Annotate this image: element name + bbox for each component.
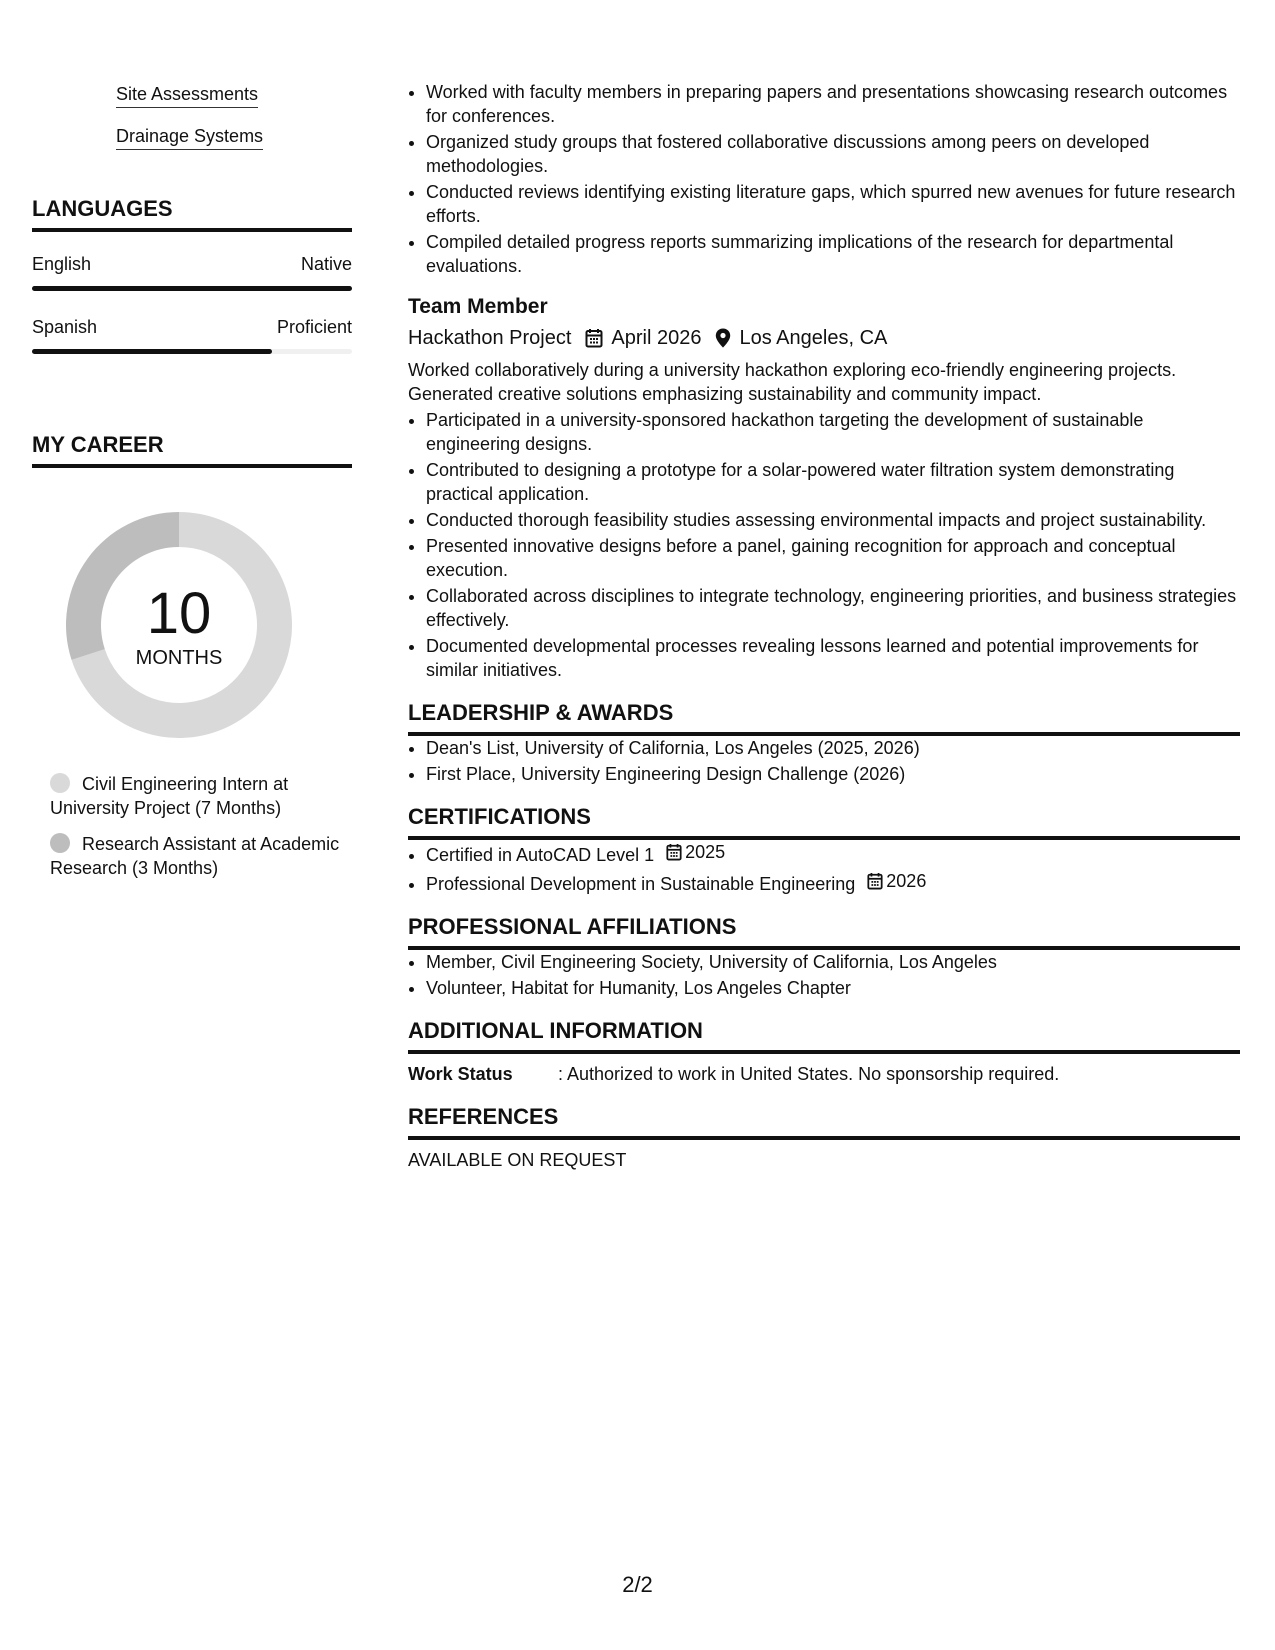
career-legend — [50, 772, 340, 880]
certification-year: 2026 — [886, 871, 927, 891]
page-number: 2/2 — [622, 1572, 653, 1597]
legend-item — [50, 832, 340, 880]
legend-dot — [50, 833, 70, 853]
certification-name: Professional Development in Sustainable Engineering — [426, 874, 856, 894]
legend-dot — [50, 773, 70, 793]
job-description: Worked collaboratively during a university hackathon exploring eco-friendly engineering projects. Generated creative solutions emphasizing sustainability and community impact. — [408, 360, 1177, 404]
languages-heading: LANGUAGES — [32, 194, 352, 232]
affiliations-heading: PROFESSIONAL AFFILIATIONS — [408, 912, 1240, 950]
career-total-value: 10 — [146, 581, 212, 646]
work-status-label: Work Status — [408, 1064, 513, 1084]
bullet-item: • Collaborated across disciplines to integrate technology, engineering priorities, and business strategies effectively. — [426, 584, 1240, 632]
work-status-row — [408, 1062, 1240, 1086]
language-english — [32, 252, 352, 291]
legend-label: Civil Engineering Intern at University Project (7 Months) — [50, 774, 289, 818]
sidebar — [32, 82, 352, 892]
skill-item — [116, 124, 352, 150]
research-bullets — [408, 80, 1240, 278]
career-donut-chart — [66, 512, 292, 738]
references-text: AVAILABLE ON REQUEST — [408, 1150, 627, 1170]
language-level: Proficient — [276, 317, 352, 337]
skill-label: Drainage Systems — [116, 124, 263, 150]
language-proficiency-bar — [32, 349, 352, 354]
bullet-item: • Documented developmental processes revealing lessons learned and potential improvements for similar initiatives. — [426, 634, 1240, 682]
calendar-icon — [585, 328, 603, 348]
calendar-icon — [666, 843, 682, 861]
bullet-item: • Participated in a university-sponsored hackathon targeting the development of sustainable engineering designs. — [426, 408, 1240, 456]
language-proficiency-fill — [32, 286, 352, 291]
certification-item — [426, 869, 1240, 896]
leadership-list — [408, 736, 1240, 786]
job-location: Los Angeles, CA — [739, 327, 888, 349]
award-item: • Dean's List, University of California, Los Angeles (2025, 2026) — [426, 736, 1240, 760]
main-column — [408, 80, 1240, 1172]
job-organization: Hackathon Project — [408, 327, 572, 349]
language-name: Spanish — [32, 317, 98, 337]
bullet-item: • Compiled detailed progress reports summarizing implications of the research for departmental evaluations. — [426, 230, 1240, 278]
map-pin-icon — [715, 328, 731, 348]
skills-list — [32, 82, 352, 150]
certification-name: Certified in AutoCAD Level 1 — [426, 845, 655, 865]
leadership-heading: LEADERSHIP & AWARDS — [408, 698, 1240, 736]
certification-year: 2025 — [685, 842, 726, 862]
career-total-unit: MONTHS — [135, 647, 223, 669]
skill-label: Site Assessments — [116, 82, 258, 108]
language-spanish — [32, 315, 352, 354]
affiliation-item: • Member, Civil Engineering Society, University of California, Los Angeles — [426, 950, 1240, 974]
additional-info-heading: ADDITIONAL INFORMATION — [408, 1016, 1240, 1054]
certifications-heading: CERTIFICATIONS — [408, 802, 1240, 840]
career-heading: MY CAREER — [32, 430, 352, 468]
bullet-item: • Conducted thorough feasibility studies assessing environmental impacts and project sustainability. — [426, 508, 1240, 532]
certifications-list — [408, 840, 1240, 896]
language-proficiency-bar — [32, 286, 352, 291]
bullet-item: • Organized study groups that fostered collaborative discussions among peers on developed methodologies. — [426, 130, 1240, 178]
bullet-item: • Conducted reviews identifying existing literature gaps, which spurred new avenues for future research efforts. — [426, 180, 1240, 228]
bullet-item: • Presented innovative designs before a panel, gaining recognition for approach and conceptual execution. — [426, 534, 1240, 582]
donut-center — [66, 581, 292, 670]
work-status-value: : Authorized to work in United States. No sponsorship required. — [558, 1064, 1060, 1084]
hackathon-bullets — [408, 408, 1240, 682]
language-name: English — [32, 254, 92, 274]
bullet-item: • Contributed to designing a prototype for a solar-powered water filtration system demonstrating practical application. — [426, 458, 1240, 506]
bullet-item: • Worked with faculty members in preparing papers and presentations showcasing research outcomes for conferences. — [426, 80, 1240, 128]
affiliations-list — [408, 950, 1240, 1000]
language-proficiency-fill — [32, 349, 272, 354]
legend-item — [50, 772, 340, 820]
legend-label: Research Assistant at Academic Research (3 Months) — [50, 834, 340, 878]
award-item: • First Place, University Engineering Design Challenge (2026) — [426, 762, 1240, 786]
calendar-icon — [867, 872, 883, 890]
language-level: Native — [300, 254, 352, 274]
references-heading: REFERENCES — [408, 1102, 1240, 1140]
job-meta — [408, 324, 1240, 352]
job-title: Team Member — [408, 295, 548, 318]
certification-item — [426, 840, 1240, 867]
affiliation-item: • Volunteer, Habitat for Humanity, Los Angeles Chapter — [426, 976, 1240, 1000]
skill-item — [116, 82, 352, 108]
job-date: April 2026 — [611, 327, 702, 349]
